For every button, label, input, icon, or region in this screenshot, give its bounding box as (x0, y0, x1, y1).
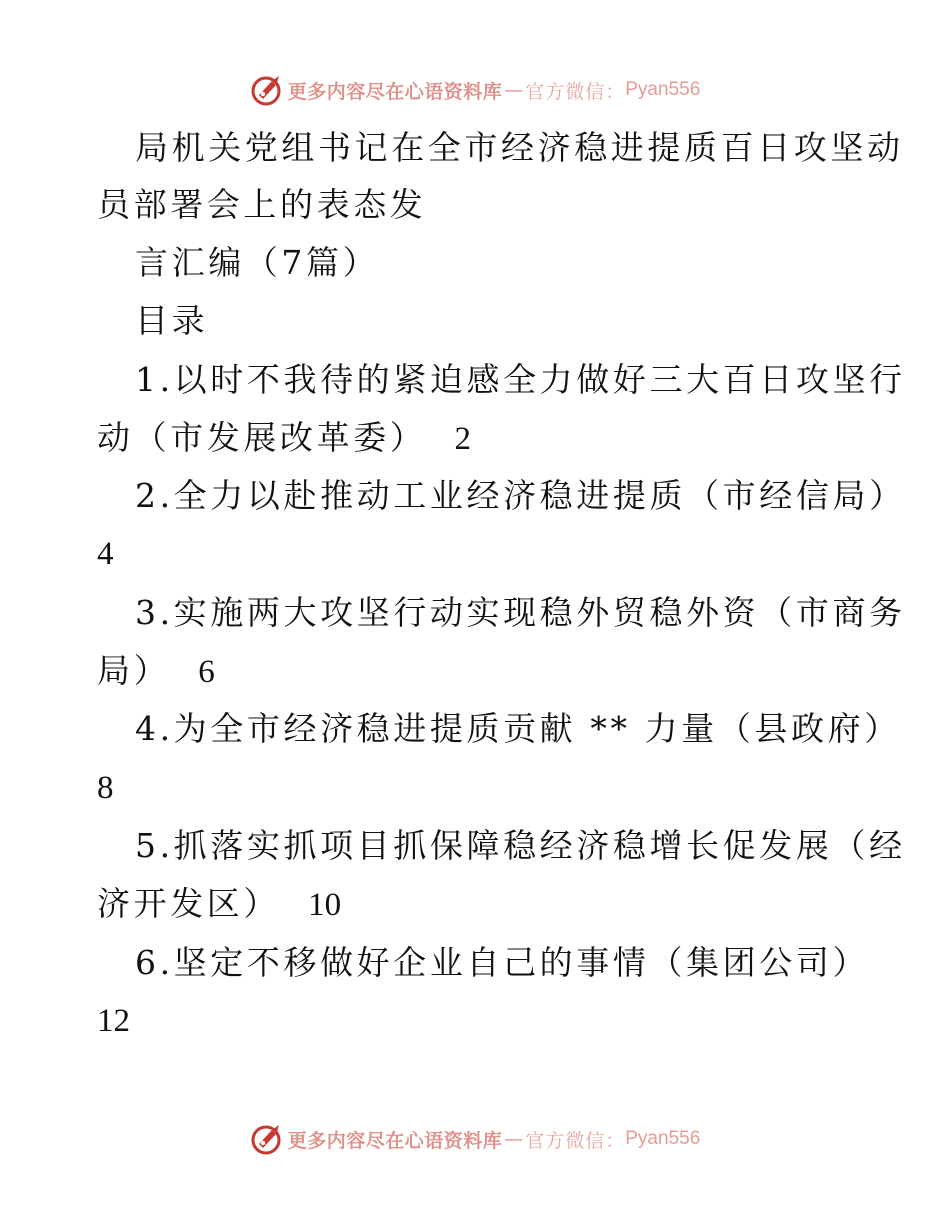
toc-entry-3-line-2[interactable] (97, 651, 215, 692)
document-title-line-3: 言汇编（7篇） (135, 243, 380, 282)
toc-entry-5-title-end: 济开发区） (97, 884, 280, 923)
toc-entry-2-line-1[interactable]: 2.全力以赴推动工业经济稳进提质（市经信局） (135, 476, 906, 515)
footer-watermark (0, 1119, 950, 1159)
watermark-main-text: 更多内容尽在心语资料库 (287, 80, 503, 103)
toc-entry-4-page-number: 8 (97, 770, 114, 806)
toc-entry-6-page-number: 12 (97, 1003, 130, 1039)
toc-entry-1-line-2[interactable] (97, 418, 471, 459)
toc-entry-5-page-number: 10 (308, 887, 342, 923)
toc-entry-5-line-2[interactable] (97, 884, 341, 925)
toc-entry-1-title-end: 动（市发展改革委） (97, 418, 427, 457)
toc-entry-3-line-1[interactable]: 3.实施两大攻坚行动实现稳外贸稳外资（市商务 (135, 593, 906, 632)
toc-heading: 目录 (135, 301, 209, 340)
watermark-wechat-id: Pyan556 (625, 79, 701, 100)
toc-entry-3-page-number: 6 (198, 654, 215, 690)
watermark-wechat-id: Pyan556 (625, 1128, 701, 1149)
watermark-sub-text: 官方微信： (525, 80, 626, 103)
watermark-dash: — (504, 79, 524, 101)
watermark-main-text: 更多内容尽在心语资料库 (287, 1129, 503, 1152)
toc-entry-1-line-1[interactable]: 1.以时不我待的紧迫感全力做好三大百日攻坚行 (135, 360, 906, 399)
pen-logo-icon (250, 73, 284, 107)
watermark-dash: — (504, 1128, 524, 1150)
toc-entry-4-line-1[interactable]: 4.为全市经济稳进提质贡献 ** 力量（县政府） (135, 709, 901, 748)
toc-entry-5-line-1[interactable]: 5.抓落实抓项目抓保障稳经济稳增长促发展（经 (135, 826, 906, 865)
toc-entry-1-page-number: 2 (454, 421, 471, 457)
toc-entry-2-page-number: 4 (97, 536, 114, 572)
document-title-line-2: 员部署会上的表态发 (97, 185, 427, 224)
watermark-sub-text: 官方微信： (525, 1129, 626, 1152)
header-watermark (0, 70, 950, 110)
toc-entry-3-title-end: 局） (97, 651, 171, 690)
document-title-line-1: 局机关党组书记在全市经济稳进提质百日攻坚动 (135, 128, 904, 167)
pen-logo-icon (250, 1122, 284, 1156)
toc-entry-6-line-1[interactable]: 6.坚定不移做好企业自己的事情（集团公司） (135, 943, 870, 982)
